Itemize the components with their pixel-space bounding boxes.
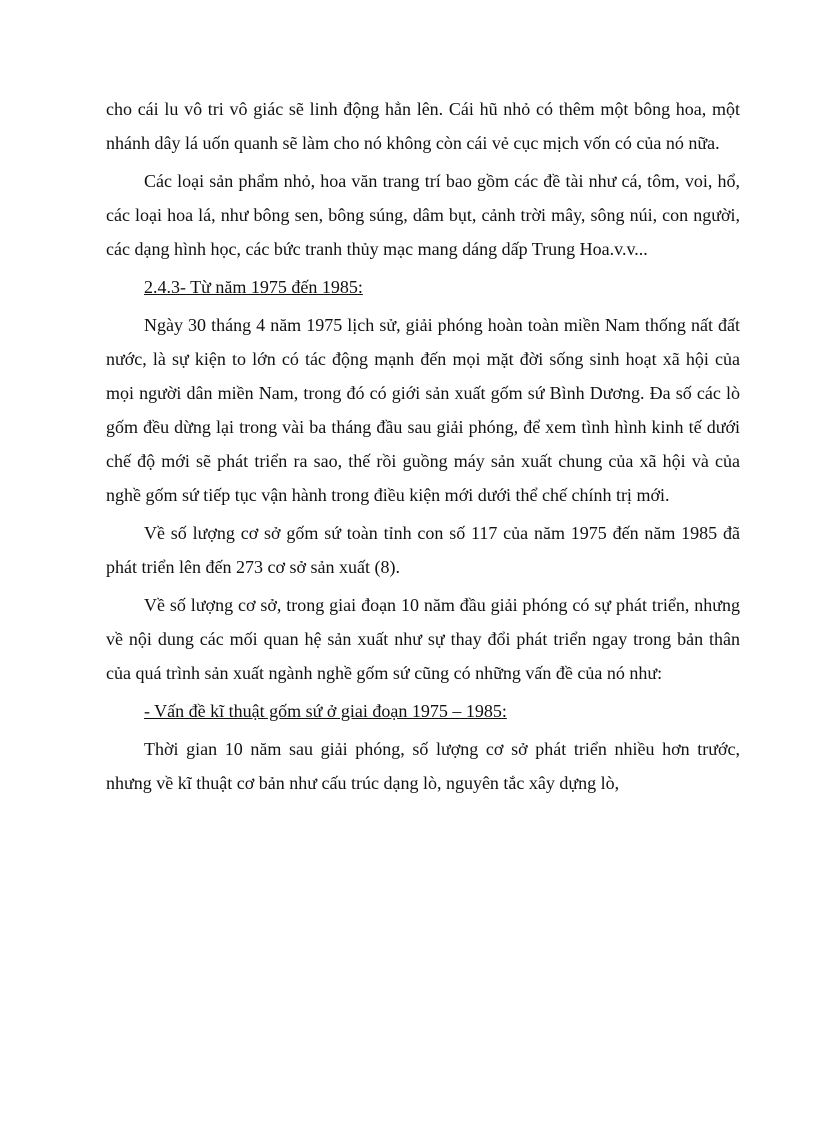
paragraph-decorative-motifs: Các loại sản phẩm nhỏ, hoa văn trang trí bao gồm các đề tài như cá, tôm, voi, hổ, các loại hoa lá, như bông sen, bông súng, dâm bụt, cảnh trời mây, sông núi, con người, các dạng hình học, các bức tranh thủy mạc mang dáng dấp Trung Hoa.v.v... (106, 171, 740, 259)
document-page (106, 92, 740, 804)
subsection-heading-technique: - Vấn đề kĩ thuật gốm sứ ở giai đoạn 1975 – 1985: (144, 701, 507, 721)
paragraph-facility-count: Về số lượng cơ sở gốm sứ toàn tỉnh con số 117 của năm 1975 đến năm 1985 đã phát triển lên đến 273 cơ sở sản xuất (8). (106, 523, 740, 577)
paragraph-technique: Thời gian 10 năm sau giải phóng, số lượng cơ sở phát triển nhiều hơn trước, nhưng về kĩ thuật cơ bản như cấu trúc dạng lò, nguyên tắc xây dựng lò, (106, 739, 740, 793)
paragraph-liberation: Ngày 30 tháng 4 năm 1975 lịch sử, giải phóng hoàn toàn miền Nam thống nất đất nước, là sự kiện to lớn có tác động mạnh đến mọi mặt đời sống sinh hoạt xã hội của mọi người dân miền Nam, trong đó có giới sản xuất gốm sứ Bình Dương. Đa số các lò gốm đều dừng lại trong vài ba tháng đầu sau giải phóng, để xem tình hình kinh tế dưới chế độ mới sẽ phát triển ra sao, thế rồi guồng máy sản xuất chung của xã hội và của nghề gốm sứ tiếp tục vận hành trong điều kiện mới dưới thể chế chính trị mới. (106, 315, 740, 505)
paragraph-continued: cho cái lu vô tri vô giác sẽ linh động hẳn lên. Cái hũ nhỏ có thêm một bông hoa, một nhánh dây lá uốn quanh sẽ làm cho nó không còn cái vẻ cục mịch vốn có của nó nữa. (106, 99, 740, 153)
section-heading-1975-1985: 2.4.3- Từ năm 1975 đến 1985: (144, 277, 363, 297)
paragraph-development-issues: Về số lượng cơ sở, trong giai đoạn 10 năm đầu giải phóng có sự phát triển, nhưng về nội dung các mối quan hệ sản xuất như sự thay đổi phát triển ngay trong bản thân của quá trình sản xuất ngành nghề gốm sứ cũng có những vấn đề của nó như: (106, 595, 740, 683)
